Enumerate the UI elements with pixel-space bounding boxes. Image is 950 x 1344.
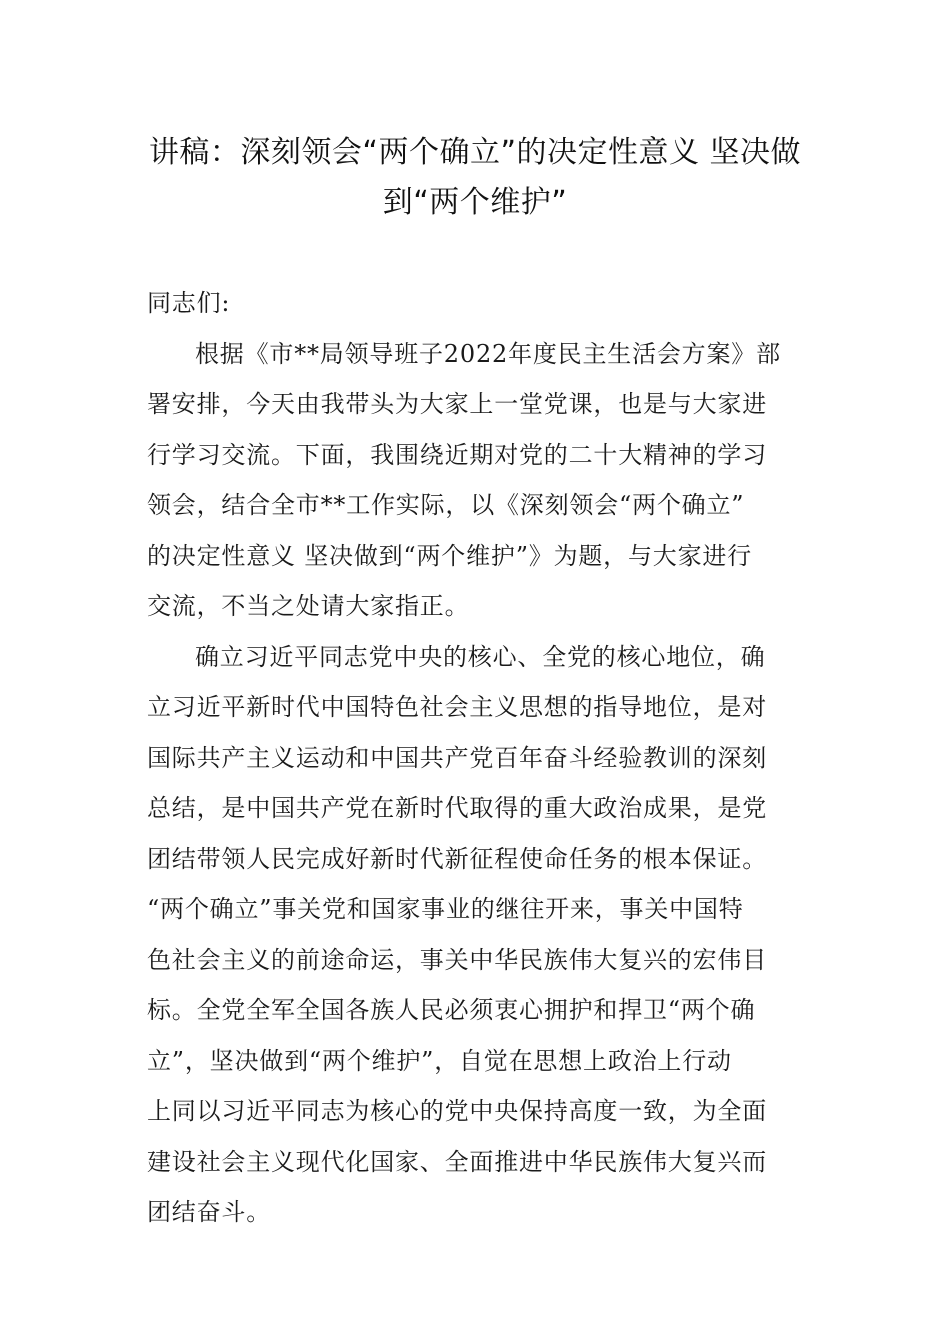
document-body [147,278,803,1238]
paragraph-1-line: 交流，不当之处请大家指正。 [147,592,470,620]
paragraph-2-line: 建设社会主义现代化国家、全面推进中华民族伟大复兴而 [147,1147,767,1176]
paragraph-2-line: 国际共产主义运动和中国共产党百年奋斗经验教训的深刻 [147,743,767,772]
title-line-2: 到“两个维护” [382,185,568,220]
paragraph-2-line: 团结带领人民完成好新时代新征程使命任务的根本保证。 [147,844,767,873]
paragraph-2-line: 上同以习近平同志为核心的党中央保持高度一致，为全面 [147,1097,767,1125]
document-title [140,128,810,228]
paragraph-2-line: 总结，是中国共产党在新时代取得的重大政治成果，是党 [147,794,767,822]
paragraph-2-line: 色社会主义的前途命运，事关中华民族伟大复兴的宏伟目 [147,945,767,974]
paragraph-2-line: 确立习近平同志党中央的核心、全党的核心地位，确 [195,642,766,671]
paragraph-1-line: 行学习交流。下面，我围绕近期对党的二十大精神的学习 [147,440,767,469]
paragraph-1-line: 署安排，今天由我带头为大家上一堂党课，也是与大家进 [147,390,767,418]
paragraph-2-line: “两个确立”事关党和国家事业的继往开来，事关中国特 [147,895,744,923]
paragraph-2-line: 标。全党全军全国各族人民必须衷心拥护和捍卫“两个确 [147,996,756,1024]
paragraph-2-line: 立习近平新时代中国特色社会主义思想的指导地位，是对 [147,693,767,721]
salutation: 同志们: [147,289,231,317]
paragraph-1-line: 领会，结合全市**工作实际，以《深刻领会“两个确立” [147,491,745,519]
title-line-1: 讲稿：深刻领会“两个确立”的决定性意义 坚决做 [148,135,802,170]
paragraph-2-line: 团结奋斗。 [147,1198,271,1226]
paragraph-1-line: 的决定性意义 坚决做到“两个维护”》为题，与大家进行 [147,541,752,570]
paragraph-2-line: 立”，坚决做到“两个维护”，自觉在思想上政治上行动 [147,1046,732,1075]
paragraph-1-line: 根据《市**局领导班子2022年度民主生活会方案》部 [195,339,781,368]
